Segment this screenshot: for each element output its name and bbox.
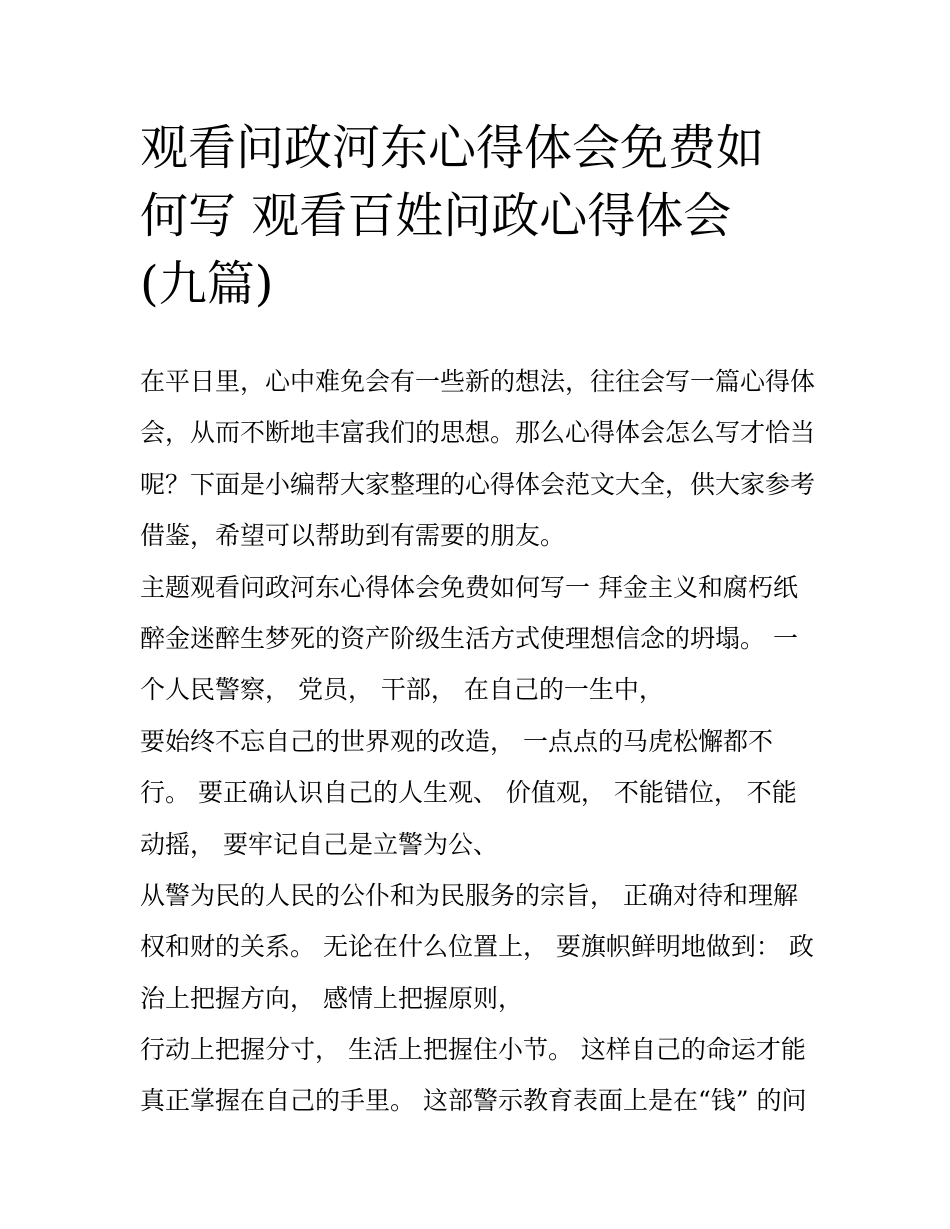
body-line: 权和财的关系。 无论在什么位置上， 要旗帜鲜明地做到： 政	[140, 932, 814, 962]
title-line: 观看问政河东心得体会免费如	[140, 120, 765, 176]
body-line: 动摇， 要牢记自己是立警为公、	[140, 829, 498, 859]
title-line: 何写 观看百姓问政心得体会	[140, 188, 732, 244]
body-line: 呢？下面是小编帮大家整理的心得体会范文大全，供大家参考	[140, 469, 816, 499]
document-title	[140, 114, 820, 318]
body-line: 借鉴，希望可以帮助到有需要的朋友。	[140, 521, 566, 551]
body-line: 醉金迷醉生梦死的资产阶级生活方式使理想信念的坍塌。 一	[140, 623, 798, 653]
body-line: 治上把握方向， 感情上把握原则，	[140, 983, 523, 1013]
body-line: 行动上把握分寸， 生活上把握住小节。 这样自己的命运才能	[140, 1035, 806, 1065]
body-line: 要始终不忘自己的世界观的改造， 一点点的马虎松懈都不	[140, 726, 773, 756]
body-line: 真正掌握在自己的手里。 这部警示教育表面上是在“钱” 的问	[140, 1086, 807, 1116]
title-line: (九篇)	[140, 256, 274, 312]
body-line: 主题观看问政河东心得体会免费如何写一 拜金主义和腐朽纸	[140, 572, 798, 602]
body-line: 会，从而不断地丰富我们的思想。那么心得体会怎么写才恰当	[140, 418, 816, 448]
body-line: 行。 要正确认识自己的人生观、 价值观， 不能错位， 不能	[140, 778, 797, 808]
body-line: 从警为民的人民的公仆和为民服务的宗旨， 正确对待和理解	[140, 880, 798, 910]
document-body	[140, 356, 820, 1127]
body-line: 在平日里，心中难免会有一些新的想法，往往会写一篇心得体	[140, 367, 816, 396]
body-line: 个人民警察， 党员， 干部， 在自己的一生中，	[140, 675, 664, 705]
